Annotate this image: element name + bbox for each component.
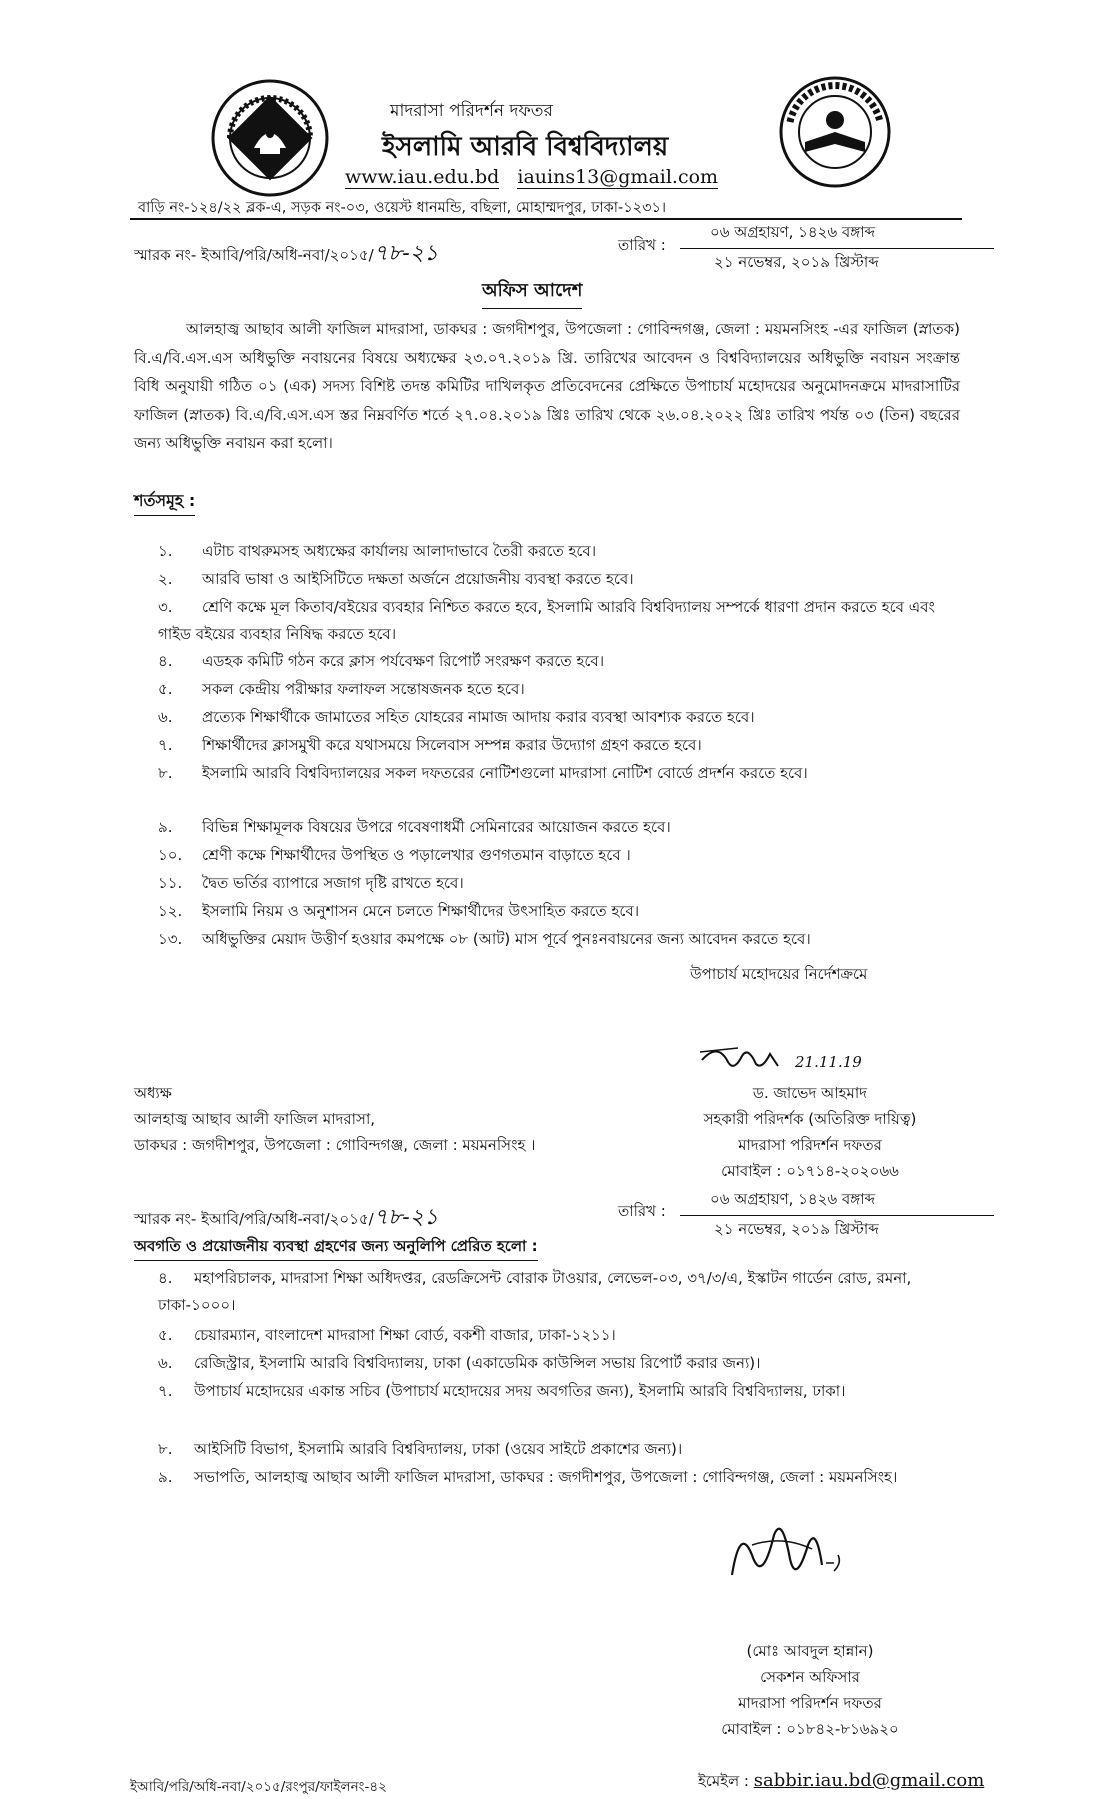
signature-2-email-line — [698, 1770, 984, 1795]
office-name: মাদরাসা পরিদর্শন দফতর — [390, 101, 553, 121]
website-link[interactable]: www.iau.edu.bd — [345, 166, 500, 188]
cc-number: ৫. — [158, 1326, 173, 1344]
signature-2-email[interactable]: sabbir.iau.bd@gmail.com — [753, 1770, 985, 1791]
signature-1-name: ড. জাভেদ আহমাদ — [752, 1084, 868, 1102]
cc-text: আইসিটি বিভাগ, ইসলামি আরবি বিশ্ববিদ্যালয়, ঢাকা (ওয়েব সাইটে প্রকাশের জন্য)। — [194, 1440, 683, 1458]
memo-number-2 — [134, 1200, 438, 1237]
signature-2-block — [660, 1638, 960, 1742]
condition-text: ইসলামি নিয়ম ও অনুশাসন মেনে চলতে শিক্ষার্থীদের উৎসাহিত করতে হবে। — [202, 902, 640, 920]
condition-item — [158, 594, 958, 648]
condition-number: ১০. — [158, 846, 183, 864]
cc-text: চেয়ারম্যান, বাংলাদেশ মাদরাসা শিক্ষা বোর্ড, বকশী বাজার, ঢাকা-১২১১। — [194, 1326, 616, 1344]
cc-text: সভাপতি, আলহাজ্ব আছাব আলী ফাজিল মাদরাসা, ডাকঘর : জগদীশপুর, উপজেলা : গোবিন্দগঞ্জ, জেলা : ময়মনসিংহ। — [194, 1468, 898, 1486]
condition-text: ইসলামি আরবি বিশ্ববিদ্যালয়ের সকল দফতরের নোটিশগুলো মাদরাসা নোটিশ বোর্ডে প্রদর্শন করতে হবে। — [202, 764, 808, 782]
signature-1-office: মাদরাসা পরিদর্শন দফতর — [738, 1136, 882, 1154]
condition-item — [158, 760, 958, 787]
condition-item — [158, 566, 958, 593]
cc-item — [158, 1350, 958, 1377]
recipient-line-1: আলহাজ্ব আছাব আলী ফাজিল মাদরাসা, — [134, 1110, 376, 1128]
condition-number: ১১. — [158, 874, 183, 892]
condition-number: ৭. — [158, 736, 173, 754]
condition-item — [158, 898, 958, 925]
condition-text: সকল কেন্দ্রীয় পরীক্ষার ফলাফল সন্তোষজনক হতে হবে। — [202, 680, 525, 698]
condition-text: দ্বৈত ভর্তির ব্যাপারে সজাগ দৃষ্টি রাখতে হবে। — [202, 874, 464, 892]
condition-number: ৯. — [158, 818, 173, 836]
condition-item — [158, 704, 958, 731]
memo-number — [134, 236, 438, 273]
condition-item — [158, 814, 958, 841]
cc-number: ৭. — [158, 1382, 173, 1400]
recipient-block — [134, 1080, 536, 1158]
condition-text: শ্রেণি কক্ষে মূল কিতাব/বইয়ের ব্যবহার নিশ্চিত করতে হবে, ইসলামি আরবি বিশ্ববিদ্যালয় সম্পর্কে ধারণা প্রদান করতে হবে এবং গাইড বইয়ের ব্যবহার নিষিদ্ধ করতে হবে। — [158, 598, 935, 643]
cc-number: ৮. — [158, 1440, 173, 1458]
signature-scribble-2-icon — [722, 1515, 852, 1595]
order-body: আলহাজ্ব আছাব আলী ফাজিল মাদরাসা, ডাকঘর : জগদীশপুর, উপজেলা : গোবিন্দগঞ্জ, জেলা : ময়মনসিংহ -এর ফাজিল (স্নাতক) বি.এ/বি.এস.এস অধিভুক্তি নবায়নের বিষয়ে অধ্যক্ষের ২৩.০৭.২০১৯ খ্রি. তারিখের আবেদন ও বিশ্ববিদ্যালয়ের অধিভুক্তি নবায়ন সংক্রান্ত বিধি অনুযায়ী গঠিত ০১ (এক) সদস্য বিশিষ্ট তদন্ত কমিটির দাখিলকৃত প্রতিবেদনের প্রেক্ষিতে উপাচার্য মহোদয়ের অনুমোদনক্রমে মাদরাসাটির ফাজিল (স্নাতক) বি.এ/বি.এস.এস স্তর নিম্নবর্ণিত শর্তে ২৭.০৪.২০১৯ খ্রিঃ তারিখ থেকে ২৬.০৪.২০২২ খ্রিঃ তারিখ পর্যন্ত ০৩ (তিন) বছরের জন্য অধিভুক্তি নবায়ন করা হলো। — [134, 320, 960, 452]
madrasa-logo-right — [778, 72, 893, 192]
condition-number: ৩. — [158, 598, 173, 616]
condition-item — [158, 538, 958, 565]
memo-label-2: স্মারক নং- ইআবি/পরি/অধি-নবা/২০১৫/ — [134, 1210, 374, 1228]
memo-label: স্মারক নং- ইআবি/পরি/অধি-নবা/২০১৫/ — [134, 246, 374, 264]
signature-1-date: 21.11.19 — [795, 1053, 862, 1071]
by-order-text: উপাচার্য মহোদয়ের নির্দেশক্রমে — [690, 965, 868, 983]
header-divider — [130, 218, 962, 220]
cc-item — [158, 1378, 958, 1405]
condition-text: অধিভুক্তির মেয়াদ উত্তীর্ণ হওয়ার কমপক্ষে ০৮ (আট) মাস পূর্বে পুনঃনবায়নের জন্য আবেদন করতে হবে। — [202, 930, 811, 948]
cc-text: মহাপরিচালক, মাদরাসা শিক্ষা অধিদপ্তর, রেডক্রিসেন্ট বোরাক টাওয়ার, লেভেল-০৩, ৩৭/৩/এ, ইস্কাটন গার্ডেন রোড, রমনা, ঢাকা-১০০০। — [158, 1269, 912, 1314]
recipient-title: অধ্যক্ষ — [134, 1084, 172, 1102]
date-label: তারিখ : — [618, 236, 666, 254]
signature-1-mobile: মোবাইল : ০১৭১৪-২০২০৬৬ — [721, 1162, 899, 1180]
recipient-line-2: ডাকঘর : জগদীশপুর, উপজেলা : গোবিন্দগঞ্জ, জেলা : ময়মনসিংহ । — [134, 1136, 536, 1154]
date-english-2: ২১ নভেম্বর, ২০১৯ খ্রিস্টাব্দ — [680, 1215, 994, 1243]
condition-text: এডহক কমিটি গঠন করে ক্লাস পর্যবেক্ষণ রিপোর্ট সংরক্ষণ করতে হবে। — [202, 652, 605, 670]
condition-text: বিভিন্ন শিক্ষামূলক বিষয়ের উপরে গবেষণাধর্মী সেমিনারের আয়োজন করতে হবে। — [202, 818, 671, 836]
date-bangla: ০৬ অগ্রহায়ণ, ১৪২৬ বঙ্গাব্দ — [710, 223, 876, 241]
date-bangla-2: ০৬ অগ্রহায়ণ, ১৪২৬ বঙ্গাব্দ — [710, 1190, 876, 1208]
condition-text: শিক্ষার্থীদের ক্লাসমুখী করে যথাসময়ে সিলেবাস সম্পন্ন করার উদ্যোগ গ্রহণ করতে হবে। — [202, 736, 702, 754]
document-title: অফিস আদেশ — [482, 276, 582, 309]
condition-item — [158, 842, 958, 869]
cc-text: রেজিস্ট্রার, ইসলামি আরবি বিশ্ববিদ্যালয়, ঢাকা (একাডেমিক কাউন্সিল সভায় রিপোর্ট করার জন্য)। — [194, 1354, 761, 1372]
email-link[interactable]: iauins13@gmail.com — [517, 166, 719, 188]
cc-item — [158, 1464, 958, 1491]
date-english: ২১ নভেম্বর, ২০১৯ খ্রিস্টাব্দ — [680, 248, 994, 276]
cc-item — [158, 1265, 958, 1319]
signature-1-block — [660, 1080, 960, 1184]
book-emblem-icon — [778, 72, 893, 192]
iau-seal-icon — [210, 78, 330, 198]
cc-number: ৬. — [158, 1354, 173, 1372]
condition-item — [158, 926, 958, 953]
university-logo-left — [210, 78, 330, 198]
signature-2-designation: সেকশন অফিসার — [760, 1668, 860, 1686]
condition-number: ৪. — [158, 652, 173, 670]
condition-number: ৮. — [158, 764, 173, 782]
signature-2-mobile: মোবাইল : ০১৮৪২-৮১৬৯২০ — [721, 1720, 899, 1738]
university-name: ইসলামি আরবি বিশ্ববিদ্যালয় — [382, 132, 669, 162]
cc-text: উপাচার্য মহোদয়ের একান্ত সচিব (উপাচার্য মহোদয়ের সদয় অবগতির জন্য), ইসলামি আরবি বিশ্ববিদ্যালয়, ঢাকা। — [194, 1382, 846, 1400]
website-email-line — [345, 166, 718, 188]
signature-2-office: মাদরাসা পরিদর্শন দফতর — [738, 1694, 882, 1712]
condition-number: ১৩. — [158, 930, 183, 948]
condition-text: প্রত্যেক শিক্ষার্থীকে জামাতের সহিত যোহরের নামাজ আদায় করার ব্যবস্থা আবশ্যক করতে হবে। — [202, 708, 755, 726]
cc-number: ৯. — [158, 1468, 173, 1486]
date-label-2: তারিখ : — [618, 1202, 666, 1220]
cc-item — [158, 1436, 958, 1463]
condition-number: ১. — [158, 542, 173, 560]
signature-2-handwritten — [722, 1515, 852, 1599]
condition-number: ৫. — [158, 680, 173, 698]
conditions-heading: শর্তসমূহ : — [134, 488, 195, 516]
signature-2-name: (মোঃ আবদুল হান্নান) — [746, 1642, 874, 1660]
cc-heading: অবগতি ও প্রয়োজনীয় ব্যবস্থা গ্রহণের জন্য অনুলিপি প্রেরিত হলো : — [134, 1235, 538, 1261]
email-label: ইমেইল : — [698, 1772, 749, 1790]
condition-text: শ্রেণী কক্ষে শিক্ষার্থীদের উপস্থিত ও পড়ালেখার গুণগতমান বাড়াতে হবে । — [202, 846, 631, 864]
footer-file-reference: ইআবি/পরি/অধি-নবা/২০১৫/রংপুর/ফাইলনং-৪২ — [130, 1779, 387, 1795]
office-address: বাড়ি নং-১২৪/২২ ব্লক-এ, সড়ক নং-০৩, ওয়েস্ট ধানমন্ডি, বছিলা, মোহাম্মদপুর, ঢাকা-১২৩১। — [138, 200, 667, 216]
condition-text: এটাচ বাথরুমসহ অধ্যক্ষের কার্যালয় আলাদাভাবে তৈরী করতে হবে। — [202, 542, 597, 560]
condition-item — [158, 732, 958, 759]
condition-number: ১২. — [158, 902, 183, 920]
condition-number: ২. — [158, 570, 173, 588]
condition-item — [158, 648, 958, 675]
condition-item — [158, 676, 958, 703]
cc-number: ৪. — [158, 1269, 173, 1287]
condition-text: আরবি ভাষা ও আইসিটিতে দক্ষতা অর্জনে প্রয়োজনীয় ব্যবস্থা করতে হবে। — [202, 570, 634, 588]
cc-item — [158, 1322, 958, 1349]
memo-number-handwritten: ৭৮-২১ — [373, 241, 439, 266]
memo-number-handwritten-2: ৭৮-২১ — [373, 1205, 439, 1230]
signature-1-designation: সহকারী পরিদর্শক (অতিরিক্ত দায়িত্ব) — [703, 1110, 917, 1128]
condition-number: ৬. — [158, 708, 173, 726]
condition-item — [158, 870, 958, 897]
